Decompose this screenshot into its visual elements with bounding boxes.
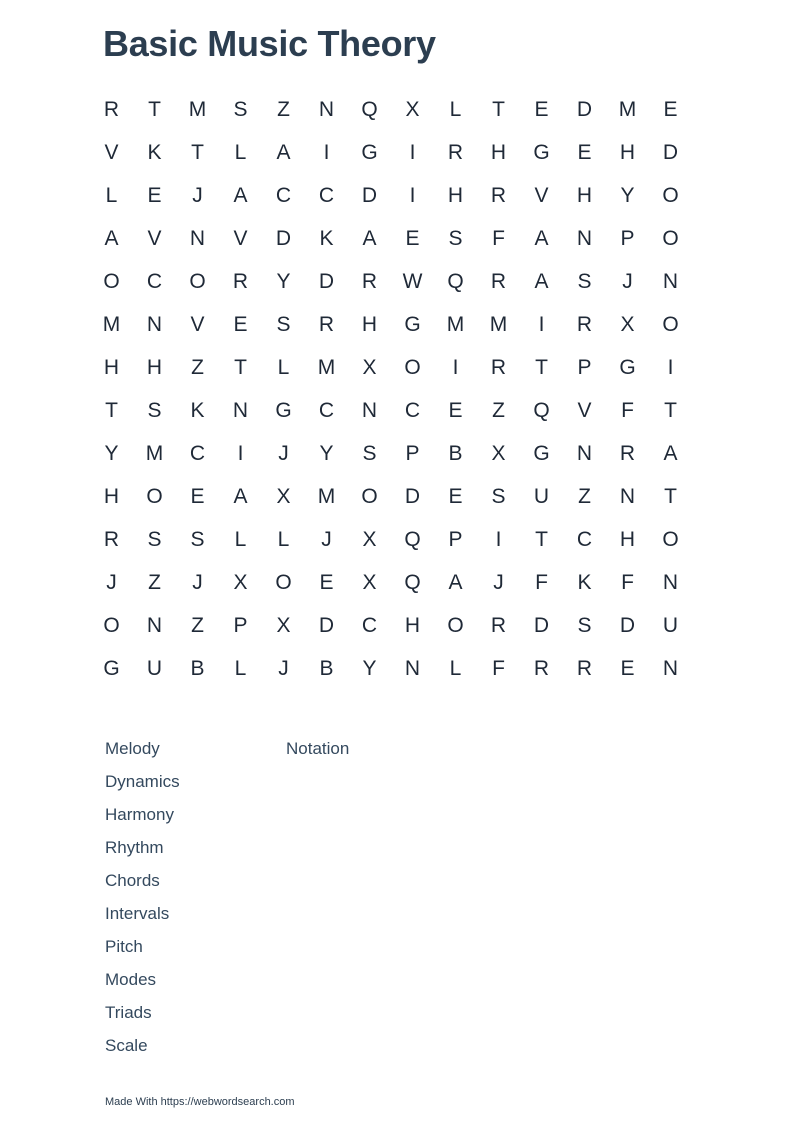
grid-letter: N [361,398,378,422]
word-list-item: Triads [105,1003,152,1022]
grid-letter: R [533,656,550,680]
grid-letter: T [148,97,161,121]
grid-letter: T [535,355,548,379]
grid-letter: F [492,656,505,680]
word-list-item: Notation [286,739,350,758]
grid-letter: Z [492,398,505,422]
word-list-item: Melody [105,739,160,758]
grid-letter: J [493,570,504,594]
grid-letter: Z [277,97,290,121]
grid-letter: J [278,441,289,465]
word-list [105,737,525,1067]
grid-letter: I [452,355,459,379]
word-list-item: Chords [105,871,160,890]
grid-letter: D [318,613,335,637]
grid-letter: G [404,312,421,336]
grid-letter: G [533,441,550,465]
grid-letter: O [662,312,679,336]
grid-letter: N [232,398,249,422]
grid-letter: M [188,97,207,121]
grid-letter: L [234,527,247,551]
grid-letter: N [662,570,679,594]
grid-letter: Y [362,656,377,680]
footer-credit: Made With https://webwordsearch.com [105,1096,295,1108]
grid-letter: T [234,355,247,379]
grid-letter: X [405,97,420,121]
grid-letter: B [319,656,334,680]
grid-letter: K [319,226,334,250]
grid-letter: H [404,613,421,637]
grid-letter: Y [319,441,334,465]
grid-letter: H [619,140,636,164]
grid-letter: L [234,656,247,680]
grid-letter: D [361,183,378,207]
grid-letter: I [667,355,674,379]
grid-letter: A [233,183,248,207]
grid-letter: B [190,656,205,680]
grid-letter: I [409,140,416,164]
grid-letter: L [277,355,290,379]
grid-letter: D [533,613,550,637]
grid-letter: L [234,140,247,164]
grid-letter: H [361,312,378,336]
grid-letter: D [576,97,593,121]
grid-letter: O [447,613,464,637]
grid-letter: P [448,527,463,551]
grid-letter: C [189,441,206,465]
grid-letter: E [448,398,463,422]
grid-letter: O [404,355,421,379]
grid-letter: C [361,613,378,637]
grid-letter: L [449,97,462,121]
grid-letter: N [576,441,593,465]
grid-letter: O [189,269,206,293]
grid-letter: J [192,570,203,594]
grid-letter: X [276,484,291,508]
grid-letter: O [361,484,378,508]
grid-letter: Q [447,269,464,293]
grid-letter: S [147,527,162,551]
grid-letter: O [275,570,292,594]
grid-letter: N [318,97,335,121]
grid-letter: M [317,484,336,508]
grid-letter: U [662,613,679,637]
grid-letter: A [448,570,463,594]
word-list-item: Modes [105,970,157,989]
grid-letter: V [190,312,205,336]
grid-letter: H [576,183,593,207]
grid-letter: V [147,226,162,250]
word-list-item: Pitch [105,937,143,956]
grid-letter: R [576,656,593,680]
grid-letter: R [619,441,636,465]
grid-letter: T [191,140,204,164]
grid-letter: I [237,441,244,465]
grid-letter: F [621,398,634,422]
grid-letter: X [233,570,248,594]
grid-letter: I [409,183,416,207]
grid-letter: I [538,312,545,336]
grid-letter: S [448,226,463,250]
grid-letter: D [318,269,335,293]
grid-letter: E [663,97,678,121]
grid-letter: A [534,226,549,250]
grid-letter: F [535,570,548,594]
grid-letter: J [321,527,332,551]
grid-letter: E [577,140,592,164]
grid-letter: V [104,140,119,164]
word-list-item: Harmony [105,805,174,824]
grid-letter: G [103,656,120,680]
grid-letter: D [404,484,421,508]
grid-letter: F [621,570,634,594]
grid-letter: M [145,441,164,465]
grid-letter: H [490,140,507,164]
grid-letter: D [662,140,679,164]
grid-letter: N [619,484,636,508]
grid-letter: Z [578,484,591,508]
grid-letter: R [361,269,378,293]
grid-letter: O [662,527,679,551]
grid-letter: H [146,355,163,379]
grid-letter: O [662,183,679,207]
grid-letter: M [102,312,121,336]
grid-letter: E [620,656,635,680]
grid-letter: K [577,570,592,594]
page-title: Basic Music Theory [103,23,436,64]
grid-letter: S [233,97,248,121]
grid-letter: Y [104,441,119,465]
grid-letter: A [233,484,248,508]
grid-letter: O [103,613,120,637]
grid-letter: X [620,312,635,336]
word-list-item: Scale [105,1036,148,1055]
grid-letter: R [490,183,507,207]
grid-letter: Z [148,570,161,594]
grid-letter: P [405,441,420,465]
grid-letter: R [103,527,120,551]
grid-letter: E [190,484,205,508]
grid-letter: E [405,226,420,250]
grid-letter: A [534,269,549,293]
word-list-item: Dynamics [105,772,180,791]
grid-letter: T [105,398,118,422]
grid-letter: U [146,656,163,680]
grid-letter: A [104,226,119,250]
grid-letter: J [192,183,203,207]
grid-letter: S [147,398,162,422]
grid-letter: X [362,570,377,594]
grid-letter: M [618,97,637,121]
grid-letter: C [318,398,335,422]
grid-letter: P [233,613,248,637]
grid-letter: M [489,312,508,336]
grid-letter: P [577,355,592,379]
grid-letter: M [317,355,336,379]
grid-letter: R [490,355,507,379]
grid-letter: G [361,140,378,164]
grid-letter: I [495,527,502,551]
word-list-item: Intervals [105,904,170,923]
grid-letter: V [577,398,592,422]
grid-letter: A [663,441,678,465]
grid-letter: N [662,269,679,293]
grid-letter: L [277,527,290,551]
grid-letter: T [664,484,677,508]
grid-letter: E [448,484,463,508]
grid-letter: Z [191,355,204,379]
grid-letter: L [105,183,118,207]
grid-letter: G [619,355,636,379]
grid-letter: S [491,484,506,508]
grid-letter: H [447,183,464,207]
letter-grid [90,88,692,690]
grid-letter: O [103,269,120,293]
grid-letter: X [362,355,377,379]
grid-letter: K [190,398,205,422]
grid-letter: R [576,312,593,336]
grid-letter: N [662,656,679,680]
grid-letter: L [449,656,462,680]
grid-letter: F [492,226,505,250]
grid-letter: R [232,269,249,293]
grid-letter: K [147,140,162,164]
grid-letter: R [103,97,120,121]
grid-letter: C [146,269,163,293]
grid-letter: C [576,527,593,551]
grid-letter: S [190,527,205,551]
grid-letter: X [491,441,506,465]
grid-letter: I [323,140,330,164]
grid-letter: Q [404,570,421,594]
grid-letter: Q [404,527,421,551]
grid-letter: N [189,226,206,250]
grid-letter: Q [533,398,550,422]
grid-letter: R [490,613,507,637]
grid-letter: J [106,570,117,594]
grid-letter: O [662,226,679,250]
grid-letter: X [276,613,291,637]
grid-letter: N [146,312,163,336]
grid-letter: S [276,312,291,336]
grid-letter: Q [361,97,378,121]
grid-letter: D [619,613,636,637]
grid-letter: H [103,484,120,508]
grid-letter: R [318,312,335,336]
grid-letter: S [577,613,592,637]
grid-letter: U [533,484,550,508]
grid-letter: R [490,269,507,293]
grid-letter: T [492,97,505,121]
grid-letter: D [275,226,292,250]
grid-letter: P [620,226,635,250]
grid-letter: B [448,441,463,465]
grid-letter: A [362,226,377,250]
grid-letter: C [275,183,292,207]
grid-letter: Z [191,613,204,637]
grid-letter: A [276,140,291,164]
grid-letter: E [233,312,248,336]
grid-letter: T [664,398,677,422]
grid-letter: G [533,140,550,164]
grid-letter: R [447,140,464,164]
grid-letter: M [446,312,465,336]
grid-letter: E [147,183,162,207]
grid-letter: J [278,656,289,680]
grid-letter: T [535,527,548,551]
grid-letter: W [402,269,423,293]
grid-letter: C [404,398,421,422]
grid-letter: V [233,226,248,250]
grid-letter: E [534,97,549,121]
grid-letter: Y [276,269,291,293]
grid-letter: E [319,570,334,594]
grid-letter: N [404,656,421,680]
word-list-item: Rhythm [105,838,164,857]
grid-letter: H [619,527,636,551]
grid-letter: J [622,269,633,293]
grid-letter: X [362,527,377,551]
grid-letter: H [103,355,120,379]
grid-letter: Y [620,183,635,207]
grid-letter: G [275,398,292,422]
grid-letter: N [576,226,593,250]
grid-letter: N [146,613,163,637]
grid-letter: S [362,441,377,465]
grid-letter: C [318,183,335,207]
grid-letter: O [146,484,163,508]
grid-letter: V [534,183,549,207]
grid-letter: S [577,269,592,293]
